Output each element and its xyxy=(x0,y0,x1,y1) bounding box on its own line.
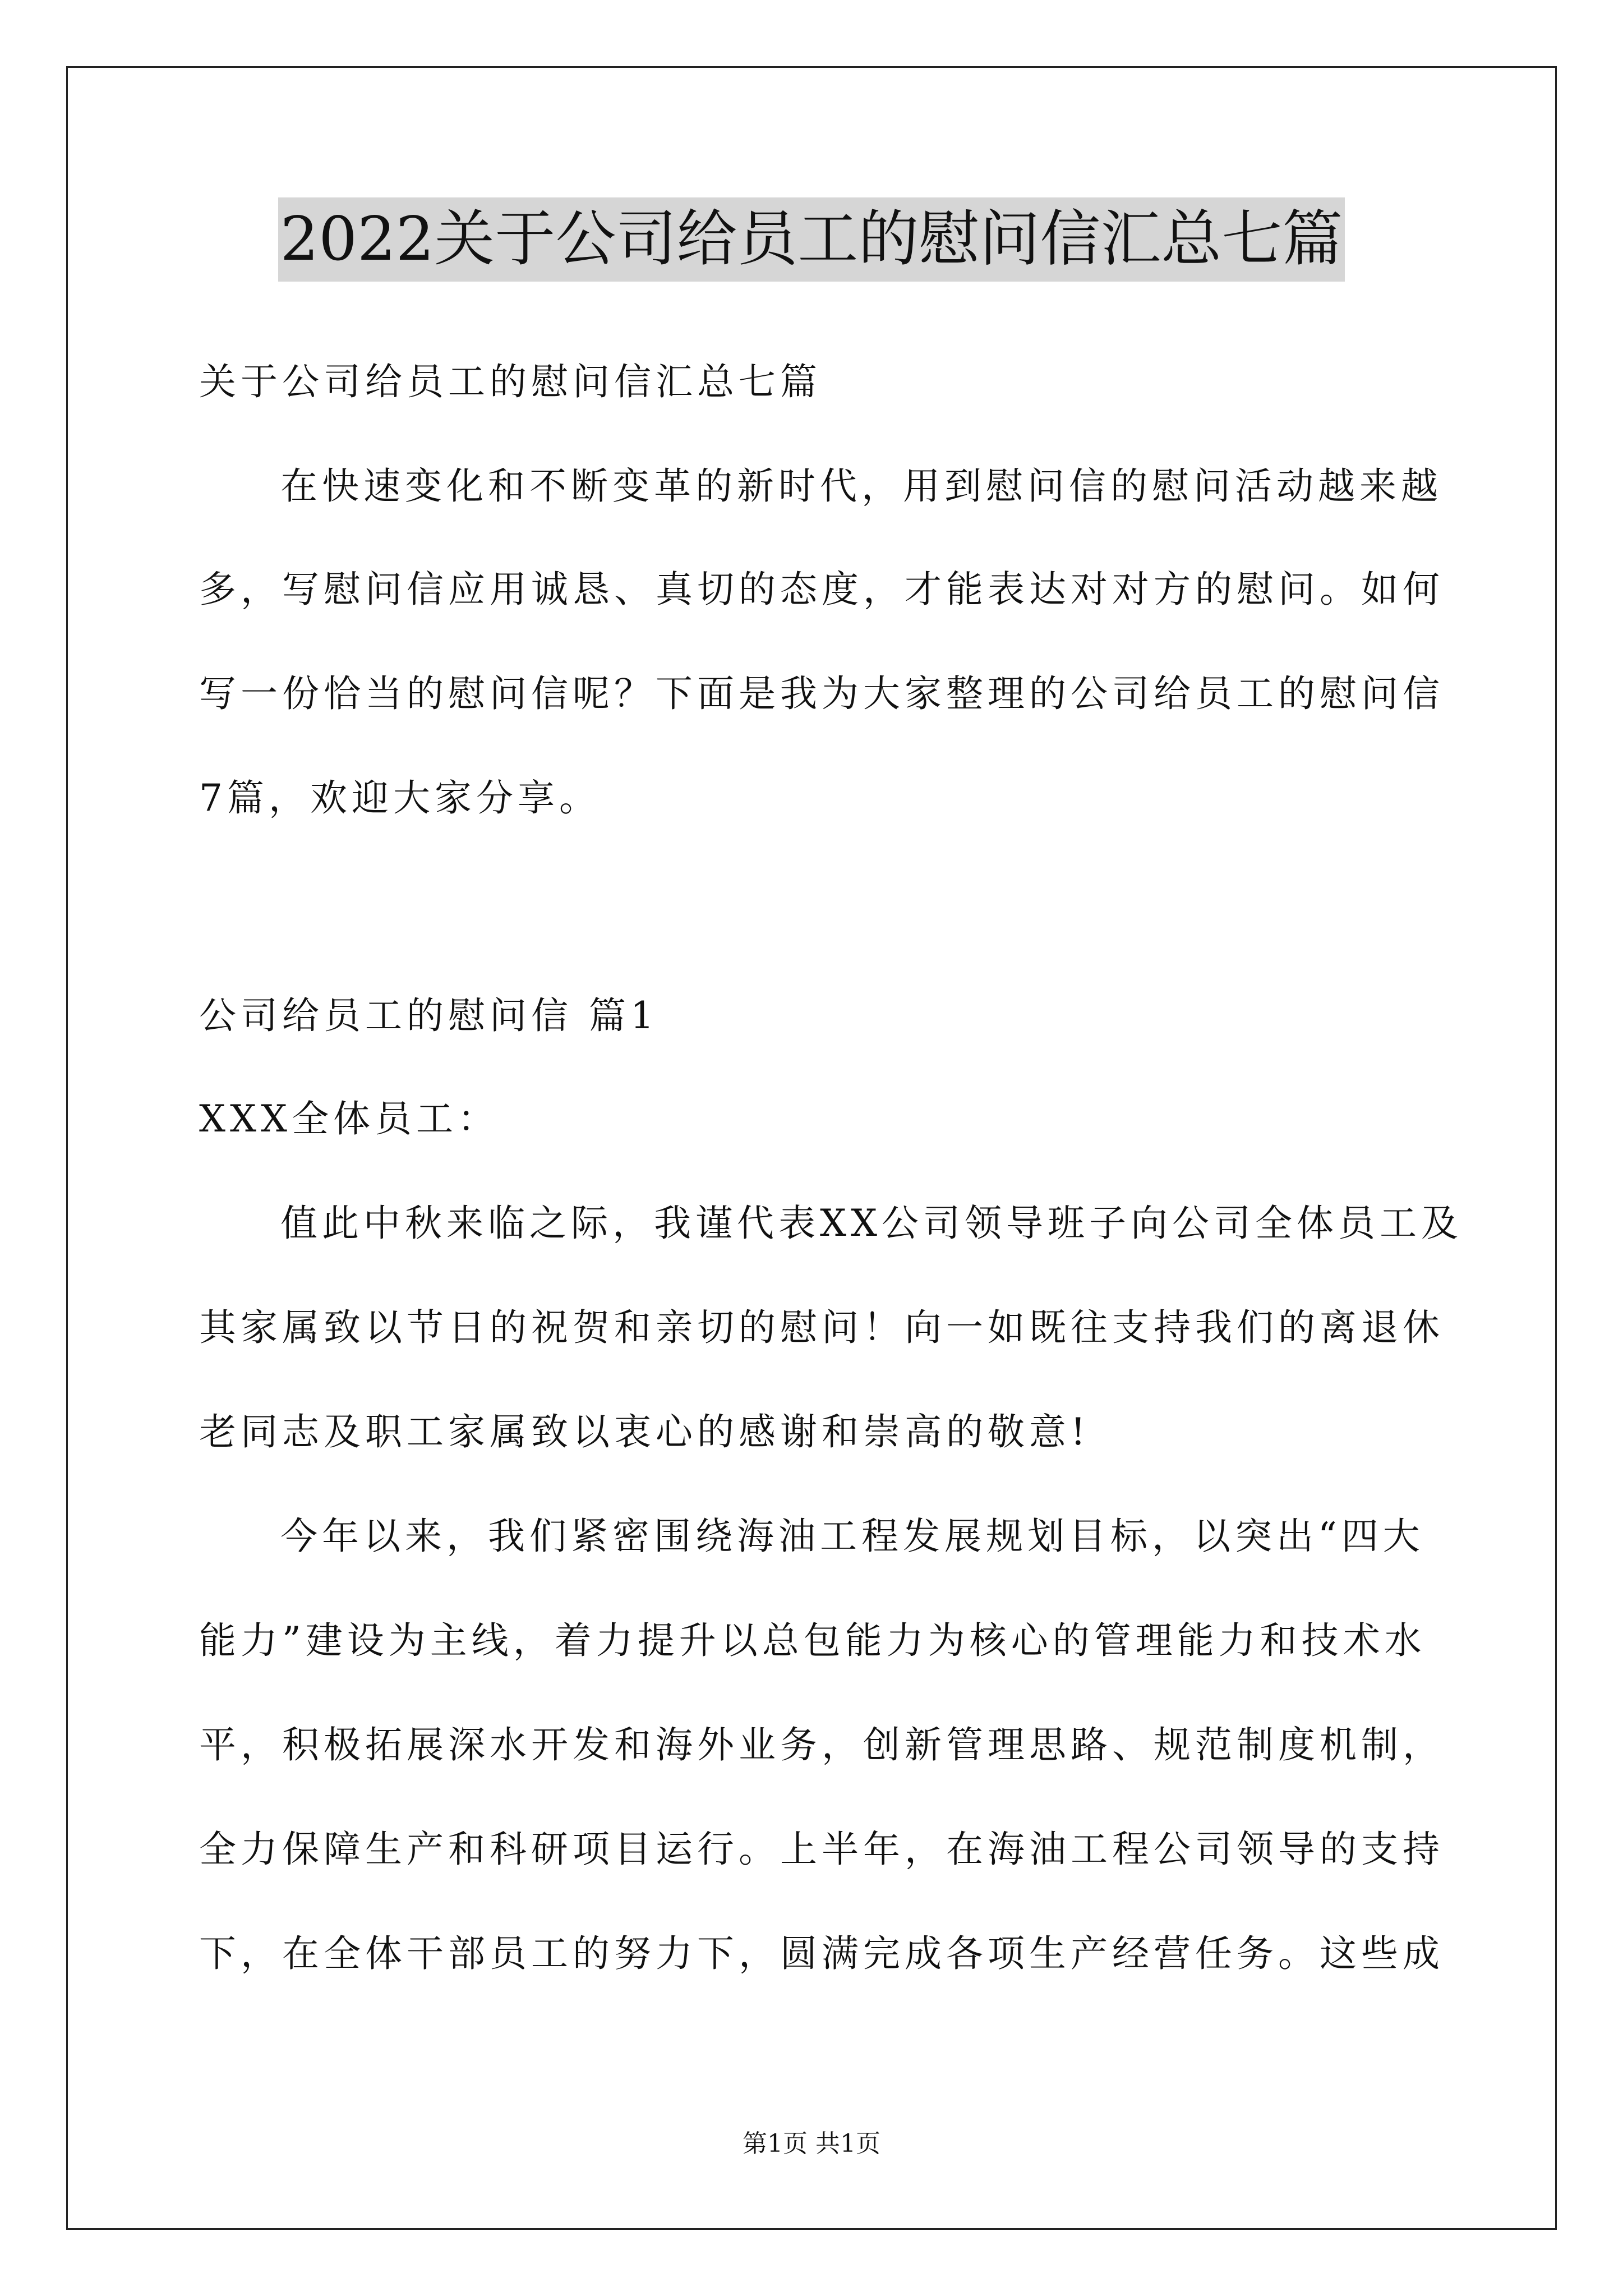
paragraph1-line-1: 值此中秋来临之际，我谨代表XX公司领导班子向公司全体员工及 xyxy=(280,1202,1463,1245)
paragraph1-line-2: 其家属致以节日的祝贺和亲切的慰问！向一如既往支持我们的离退休 xyxy=(199,1306,1444,1349)
paragraph2-line-2: 能力”建设为主线，着力提升以总包能力为核心的管理能力和技术水 xyxy=(199,1619,1426,1662)
salutation: XXX全体员工： xyxy=(199,1097,499,1140)
intro-line-4: 7篇，欢迎大家分享。 xyxy=(199,776,601,820)
page-number: 第1页 共1页 xyxy=(743,2129,880,2158)
section-heading: 公司给员工的慰问信 篇1 xyxy=(199,994,658,1037)
paragraph2-line-1: 今年以来，我们紧密围绕海油工程发展规划目标，以突出“四大 xyxy=(280,1515,1424,1558)
title-container xyxy=(0,197,1623,282)
intro-line-2: 多，写慰问信应用诚恳、真切的态度，才能表达对对方的慰问。如何 xyxy=(199,568,1444,611)
paragraph2-line-3: 平，积极拓展深水开发和海外业务，创新管理思路、规范制度机制， xyxy=(199,1723,1444,1766)
document-title: 2022关于公司给员工的慰问信汇总七篇 xyxy=(278,197,1345,282)
document-subtitle: 关于公司给员工的慰问信汇总七篇 xyxy=(199,360,822,403)
intro-line-1: 在快速变化和不断变革的新时代，用到慰问信的慰问活动越来越 xyxy=(280,464,1442,508)
paragraph2-line-5: 下，在全体干部员工的努力下，圆满完成各项生产经营任务。这些成 xyxy=(199,1932,1444,1975)
paragraph1-line-3: 老同志及职工家属致以衷心的感谢和崇高的敬意! xyxy=(199,1410,1090,1453)
paragraph2-line-4: 全力保障生产和科研项目运行。上半年，在海油工程公司领导的支持 xyxy=(199,1828,1444,1871)
intro-line-3: 写一份恰当的慰问信呢？下面是我为大家整理的公司给员工的慰问信 xyxy=(199,672,1444,715)
